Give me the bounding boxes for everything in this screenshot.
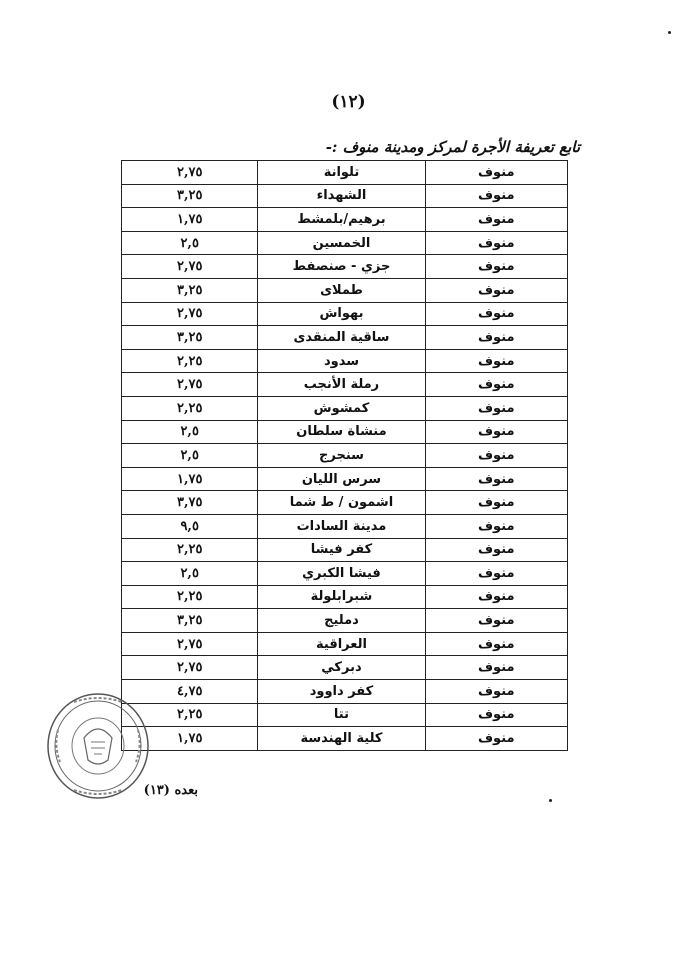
continued-note: بعده (١٣) <box>143 783 198 798</box>
center-cell: منوف <box>425 255 567 279</box>
village-cell: العراقية <box>258 632 425 656</box>
center-cell: منوف <box>425 302 567 326</box>
table-row <box>122 349 568 373</box>
fare-cell: ٩,٥ <box>122 514 258 538</box>
center-cell: منوف <box>425 467 567 491</box>
village-cell: برهيم/بلمشط <box>258 208 425 232</box>
village-cell: فيشا الكبري <box>258 562 425 586</box>
fare-cell: ٣,٧٥ <box>122 491 258 515</box>
village-cell: كفر داوود <box>258 680 425 704</box>
center-cell: منوف <box>425 208 567 232</box>
table-row <box>122 514 568 538</box>
village-cell: طملاى <box>258 278 425 302</box>
fare-table <box>121 160 568 751</box>
center-cell: منوف <box>425 184 567 208</box>
table-row <box>122 255 568 279</box>
village-cell: دبركي <box>258 656 425 680</box>
center-cell: منوف <box>425 349 567 373</box>
fare-cell: ٣,٢٥ <box>122 326 258 350</box>
village-cell: رملة الأنجب <box>258 373 425 397</box>
village-cell: الخمسين <box>258 231 425 255</box>
fare-cell: ٢,٧٥ <box>122 632 258 656</box>
center-cell: منوف <box>425 444 567 468</box>
table-row <box>122 562 568 586</box>
center-cell: منوف <box>425 491 567 515</box>
center-cell: منوف <box>425 703 567 727</box>
center-cell: منوف <box>425 609 567 633</box>
table-row <box>122 703 568 727</box>
fare-cell: ٢,٧٥ <box>122 255 258 279</box>
fare-cell: ٢,٢٥ <box>122 349 258 373</box>
fare-table-body <box>122 161 568 751</box>
table-row <box>122 231 568 255</box>
table-row <box>122 373 568 397</box>
fare-cell: ٢,٢٥ <box>122 538 258 562</box>
table-row <box>122 208 568 232</box>
scan-speck <box>549 799 552 802</box>
center-cell: منوف <box>425 538 567 562</box>
center-cell: منوف <box>425 420 567 444</box>
center-cell: منوف <box>425 727 567 751</box>
center-cell: منوف <box>425 680 567 704</box>
table-row <box>122 278 568 302</box>
fare-cell: ٢,٧٥ <box>122 656 258 680</box>
scan-speck <box>668 31 671 34</box>
fare-cell: ٢,٥ <box>122 562 258 586</box>
center-cell: منوف <box>425 514 567 538</box>
village-cell: دمليج <box>258 609 425 633</box>
fare-cell: ٢,٥ <box>122 231 258 255</box>
fare-cell: ٢,٧٥ <box>122 373 258 397</box>
fare-cell: ٢,٢٥ <box>122 396 258 420</box>
table-row <box>122 585 568 609</box>
village-cell: اشمون / ط شما <box>258 491 425 515</box>
center-cell: منوف <box>425 632 567 656</box>
village-cell: سدود <box>258 349 425 373</box>
table-row <box>122 420 568 444</box>
page-number: (١٢) <box>331 92 366 112</box>
table-row <box>122 161 568 185</box>
fare-cell: ٢,٢٥ <box>122 703 258 727</box>
village-cell: كلية الهندسة <box>258 727 425 751</box>
center-cell: منوف <box>425 231 567 255</box>
table-row <box>122 491 568 515</box>
fare-cell: ١,٧٥ <box>122 208 258 232</box>
table-row <box>122 656 568 680</box>
table-row <box>122 467 568 491</box>
table-row <box>122 302 568 326</box>
village-cell: مدينة السادات <box>258 514 425 538</box>
village-cell: جزي - صنصفط <box>258 255 425 279</box>
village-cell: الشهداء <box>258 184 425 208</box>
fare-cell: ٢,٧٥ <box>122 161 258 185</box>
table-row <box>122 609 568 633</box>
center-cell: منوف <box>425 562 567 586</box>
center-cell: منوف <box>425 656 567 680</box>
table-row <box>122 396 568 420</box>
village-cell: شبرابلولة <box>258 585 425 609</box>
village-cell: منشاة سلطان <box>258 420 425 444</box>
fare-cell: ٢,٥ <box>122 420 258 444</box>
village-cell: كمشوش <box>258 396 425 420</box>
fare-cell: ٣,٢٥ <box>122 609 258 633</box>
table-row <box>122 444 568 468</box>
village-cell: تتا <box>258 703 425 727</box>
fare-cell: ١,٧٥ <box>122 467 258 491</box>
fare-cell: ٣,٢٥ <box>122 184 258 208</box>
village-cell: بهواش <box>258 302 425 326</box>
village-cell: كفر فيشا <box>258 538 425 562</box>
fare-cell: ١,٧٥ <box>122 727 258 751</box>
center-cell: منوف <box>425 278 567 302</box>
table-row <box>122 680 568 704</box>
fare-cell: ٣,٢٥ <box>122 278 258 302</box>
center-cell: منوف <box>425 396 567 420</box>
village-cell: سرس الليان <box>258 467 425 491</box>
table-row <box>122 326 568 350</box>
table-row <box>122 632 568 656</box>
village-cell: تلوانة <box>258 161 425 185</box>
center-cell: منوف <box>425 161 567 185</box>
fare-cell: ٤,٧٥ <box>122 680 258 704</box>
table-row <box>122 727 568 751</box>
table-row <box>122 538 568 562</box>
fare-cell: ٢,٧٥ <box>122 302 258 326</box>
center-cell: منوف <box>425 373 567 397</box>
fare-cell: ٢,٥ <box>122 444 258 468</box>
center-cell: منوف <box>425 326 567 350</box>
table-row <box>122 184 568 208</box>
center-cell: منوف <box>425 585 567 609</box>
page-title: تابع تعريفة الأجرة لمركز ومدينة منوف :- <box>325 138 580 156</box>
official-seal-icon <box>44 690 152 802</box>
fare-cell: ٢,٢٥ <box>122 585 258 609</box>
village-cell: سنجرج <box>258 444 425 468</box>
village-cell: ساقية المنقدى <box>258 326 425 350</box>
